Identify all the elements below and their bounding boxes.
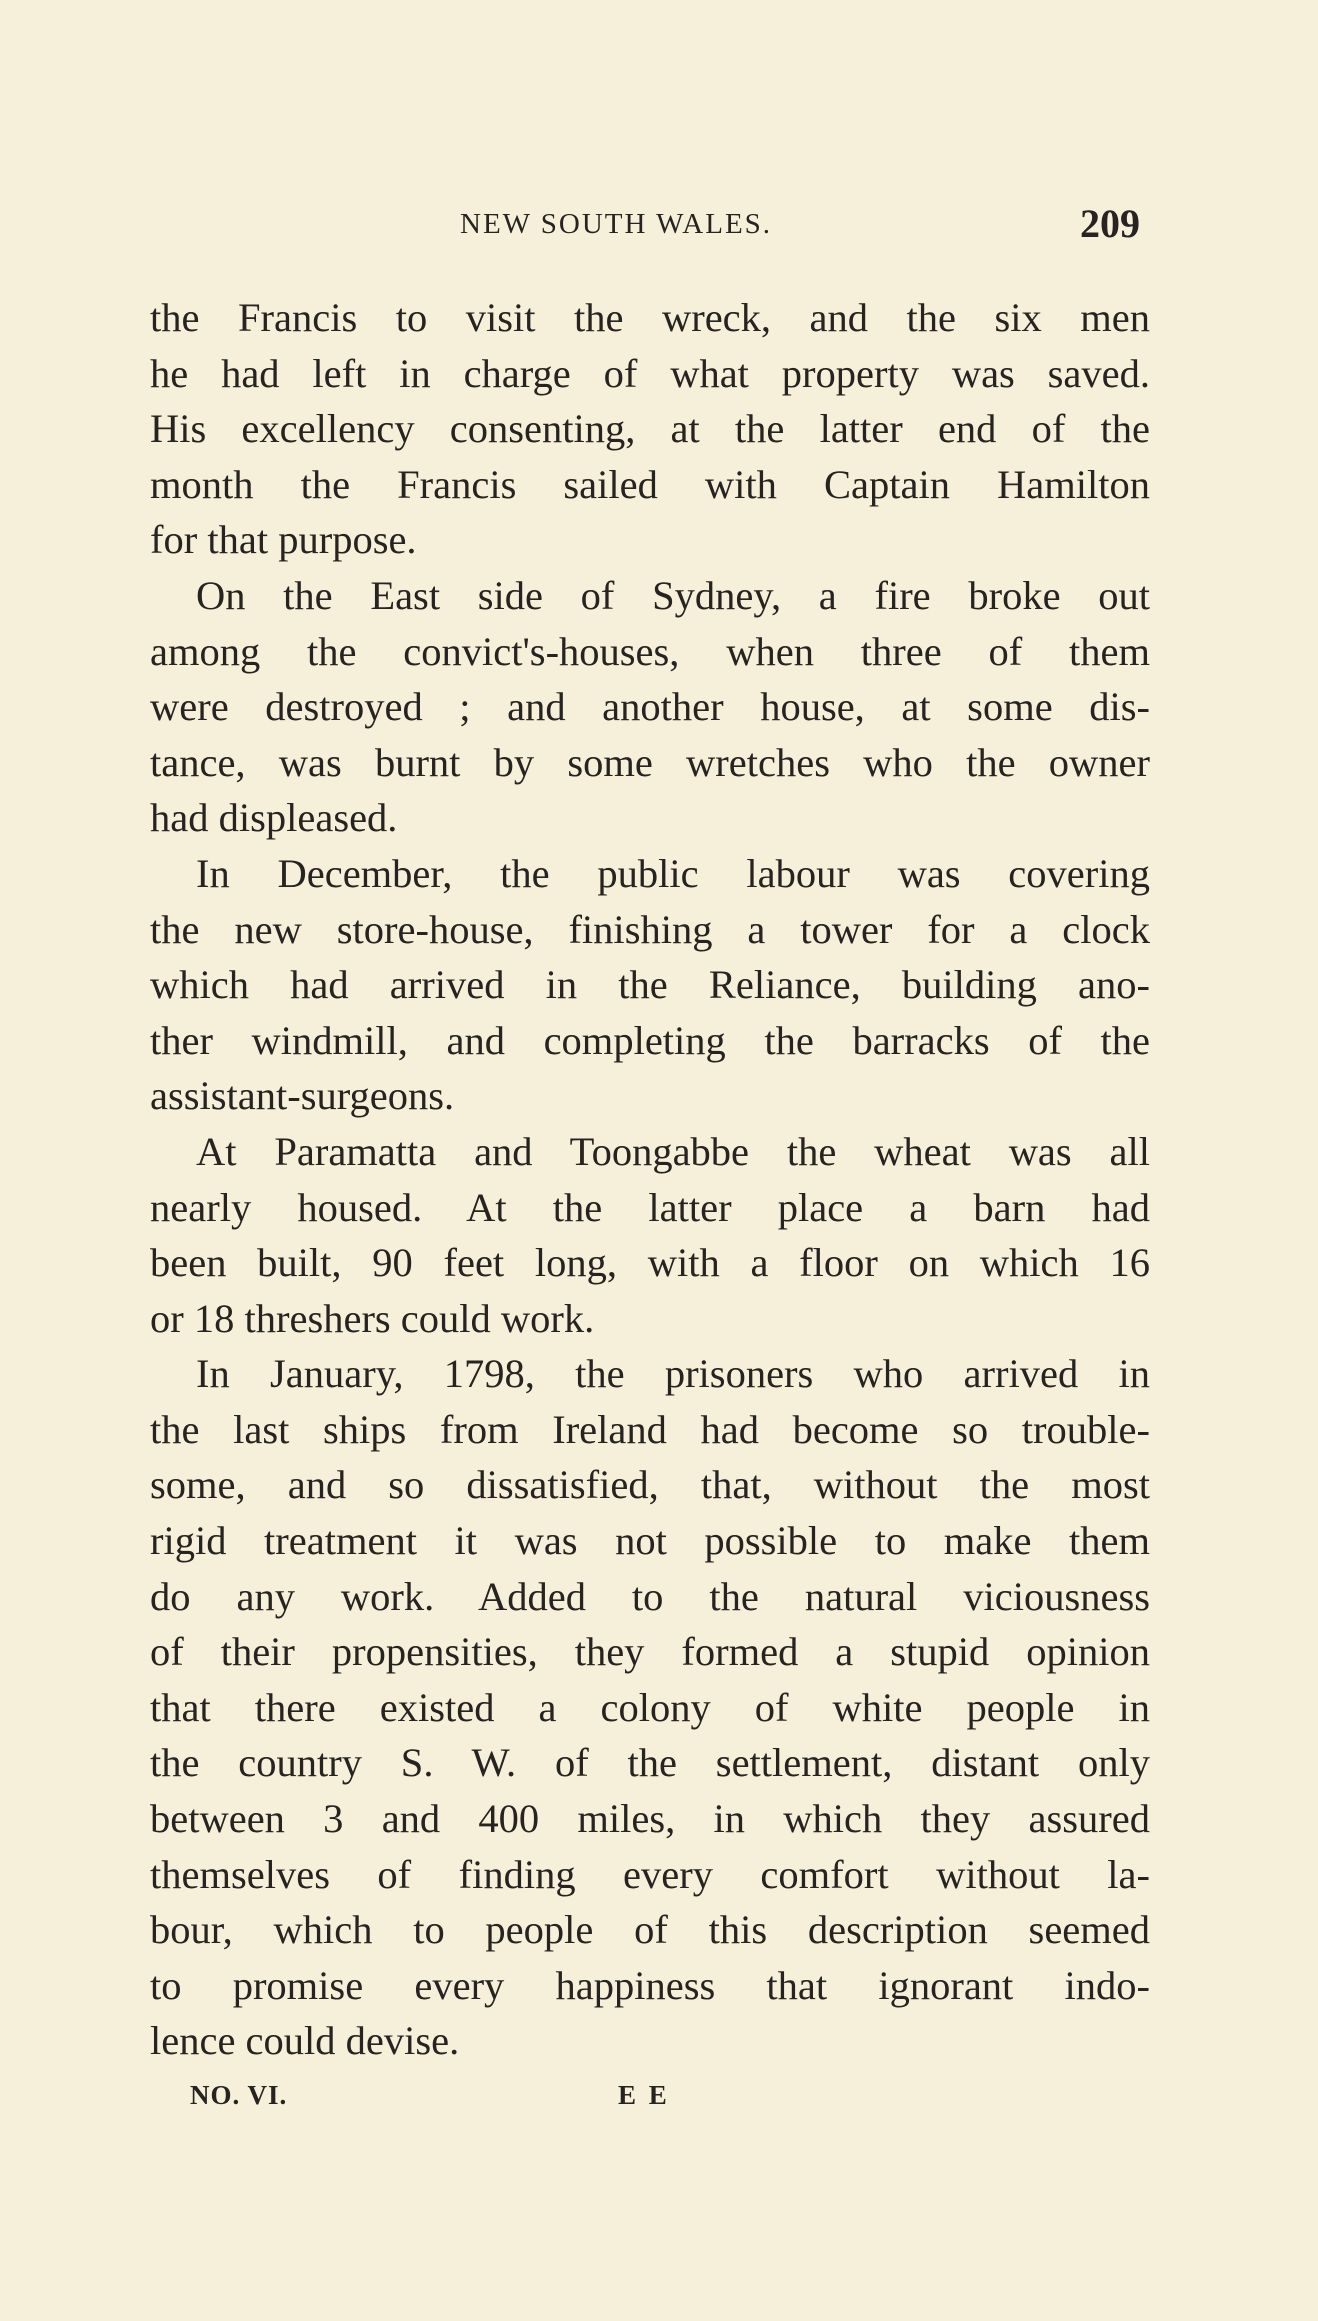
text-line: which had arrived in the Reliance, building ano- [150, 962, 1150, 1008]
text-line: ther windmill, and completing the barracks of the [150, 1017, 1150, 1063]
paragraph-start-line: In January, 1798, the prisoners who arrived in [196, 1351, 1150, 1397]
signature-mark: E E [618, 2080, 670, 2110]
paragraph-start-line: In December, the public labour was covering [196, 850, 1150, 896]
text-line: month the Francis sailed with Captain Hamilton [150, 461, 1150, 507]
text-line: to promise every happiness that ignorant indo- [150, 1962, 1150, 2008]
text-line: he had left in charge of what property was saved. [150, 350, 1150, 396]
text-line: for that purpose. [150, 517, 417, 563]
text-line: the Francis to visit the wreck, and the six men [150, 295, 1150, 340]
page-header [150, 200, 1150, 250]
text-line: the new store-house, finishing a tower for a clock [150, 906, 1150, 952]
footer-number-label: NO. VI. [190, 2080, 288, 2110]
text-line: among the convict's-houses, when three of them [150, 628, 1150, 674]
text-line: were destroyed ; and another house, at some dis- [150, 684, 1150, 730]
text-line: that there existed a colony of white people in [150, 1684, 1150, 1730]
paragraph-start-line: At Paramatta and Toongabbe the wheat was all [196, 1128, 1150, 1174]
text-line: tance, was burnt by some wretches who the owner [150, 739, 1150, 785]
text-line: bour, which to people of this description seemed [150, 1907, 1150, 1953]
text-line: do any work. Added to the natural viciousness [150, 1573, 1150, 1619]
text-line: between 3 and 400 miles, in which they assured [150, 1796, 1150, 1842]
page-number: 209 [1080, 201, 1140, 246]
text-line: some, and so dissatisfied, that, without the most [150, 1462, 1150, 1508]
text-line: been built, 90 feet long, with a floor on which 16 [150, 1240, 1150, 1286]
text-line: the last ships from Ireland had become so trouble- [150, 1406, 1150, 1452]
text-line: rigid treatment it was not possible to make them [150, 1518, 1150, 1564]
text-line: themselves of finding every comfort without la- [150, 1851, 1150, 1897]
text-line: assistant-surgeons. [150, 1073, 455, 1119]
text-line: the country S. W. of the settlement, distant only [150, 1740, 1150, 1786]
text-line: had displeased. [150, 795, 398, 841]
text-line: of their propensities, they formed a stupid opinion [150, 1629, 1150, 1675]
page-footer [190, 2080, 890, 2120]
text-line: lence could devise. [150, 2018, 460, 2064]
running-title: NEW SOUTH WALES. [460, 208, 773, 240]
text-line: nearly housed. At the latter place a barn had [150, 1184, 1150, 1230]
text-line: His excellency consenting, at the latter end of the [150, 406, 1150, 452]
paragraph-start-line: On the East side of Sydney, a fire broke out [196, 572, 1150, 618]
text-line: or 18 threshers could work. [150, 1295, 595, 1341]
body-text [150, 290, 1150, 2069]
